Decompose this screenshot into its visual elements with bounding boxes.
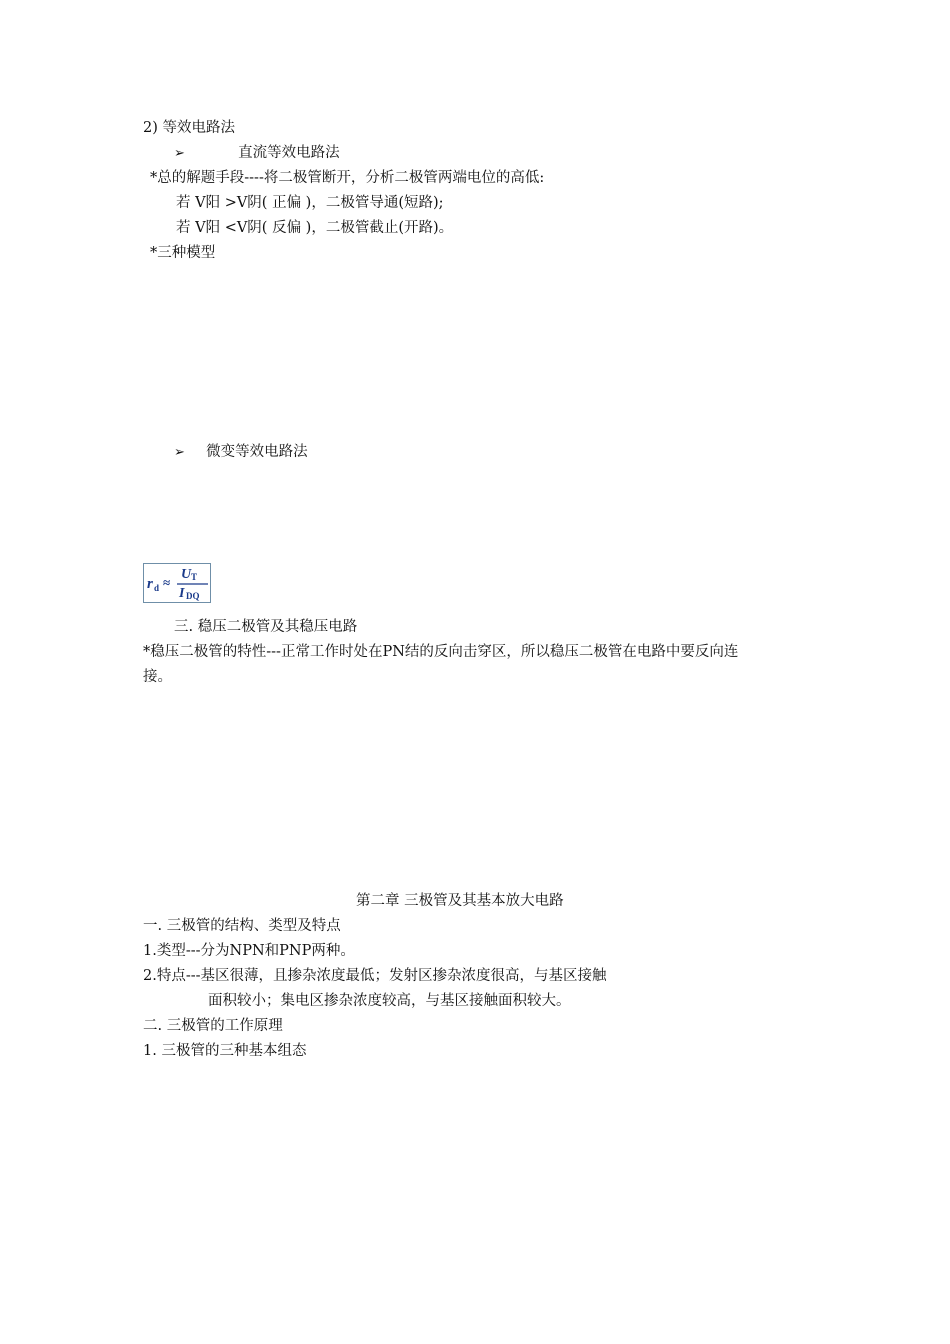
transistor-structure-heading: 一. 三极管的结构、类型及特点: [143, 918, 341, 934]
zener-characteristics-continued: 接。: [143, 669, 172, 685]
arrow-bullet-icon: ➢: [174, 146, 185, 161]
formula-denominator: I: [179, 586, 185, 601]
section-heading-equivalent-circuit: 2) 等效电路法: [143, 120, 235, 136]
forward-bias-line: 若 V阳 >V阴( 正偏 )，二极管导通(短路);: [176, 195, 444, 211]
formula-numerator: U: [181, 567, 192, 582]
transistor-features-continued: 面积较小；集电区掺杂浓度较高，与基区接触面积较大。: [208, 993, 571, 1009]
zener-characteristics-line: *稳压二极管的特性---正常工作时处在PN结的反向击穿区，所以稳压二极管在电路中要反向连: [143, 644, 739, 660]
zener-section-heading: 三. 稳压二极管及其稳压电路: [174, 619, 358, 635]
small-signal-label: 微变等效电路法: [206, 444, 308, 460]
formula-denominator-sub: DQ: [186, 591, 200, 601]
transistor-types-line: 1.类型---分为NPN和PNP两种。: [143, 943, 355, 959]
transistor-features-line: 2.特点---基区很薄，且掺杂浓度最低；发射区掺杂浓度很高，与基区接触: [143, 968, 607, 984]
formula-lhs-sub: d: [154, 583, 160, 593]
arrow-bullet-icon: ➢: [174, 445, 185, 460]
three-configurations-line: 1. 三极管的三种基本组态: [143, 1043, 307, 1059]
bullet-dc-equivalent: [174, 144, 340, 163]
rd-formula-image: [143, 563, 211, 603]
formula-approx: ≈: [163, 575, 171, 590]
solution-method-line: *总的解题手段----将二极管断开，分析二极管两端电位的高低:: [150, 170, 545, 186]
dc-equivalent-label: 直流等效电路法: [238, 145, 340, 161]
formula-numerator-sub: T: [191, 572, 198, 582]
transistor-principle-heading: 二. 三极管的工作原理: [143, 1018, 283, 1034]
formula-lhs: r: [147, 576, 153, 592]
chapter-title: 第二章 三极管及其基本放大电路: [356, 893, 564, 909]
three-models-line: *三种模型: [150, 245, 216, 261]
bullet-small-signal-equivalent: [174, 443, 308, 462]
reverse-bias-line: 若 V阳 <V阴( 反偏 )，二极管截止(开路)。: [176, 220, 454, 236]
